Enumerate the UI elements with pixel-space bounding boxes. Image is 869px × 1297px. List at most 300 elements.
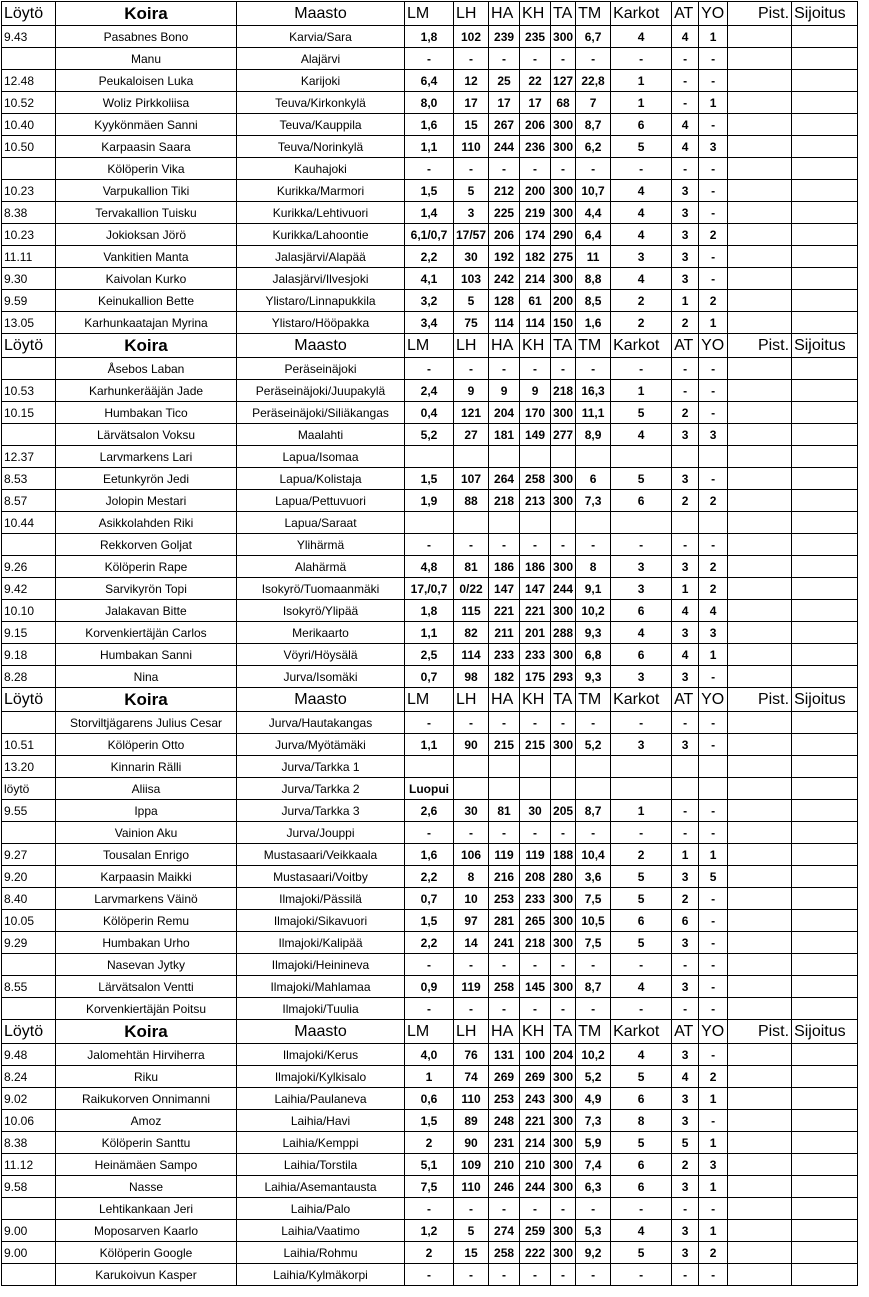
cell-at: 3	[672, 1220, 699, 1242]
cell-at: -	[672, 92, 699, 114]
cell-tm: -	[576, 1264, 611, 1286]
cell-terrain: Teuva/Kauppila	[237, 114, 405, 136]
cell-karkot: 5	[611, 1132, 672, 1154]
cell-ta: 204	[551, 1044, 576, 1066]
cell-yo: -	[699, 976, 728, 998]
cell-tm: 9,2	[576, 1242, 611, 1264]
cell-ha: 239	[489, 26, 520, 48]
cell-placement	[792, 1264, 858, 1286]
table-row	[2, 800, 858, 822]
cell-tm: 8,7	[576, 800, 611, 822]
cell-points	[728, 578, 792, 600]
cell-yo: -	[699, 712, 728, 734]
cell-lh: 102	[454, 26, 489, 48]
cell-ha: 231	[489, 1132, 520, 1154]
cell-karkot: -	[611, 822, 672, 844]
cell-placement	[792, 910, 858, 932]
cell-tm: 8,9	[576, 424, 611, 446]
cell-lh: 121	[454, 402, 489, 424]
cell-kh: 259	[520, 1220, 551, 1242]
column-header-kh: KH	[520, 1020, 551, 1044]
cell-karkot	[611, 778, 672, 800]
cell-lh: 3	[454, 202, 489, 224]
cell-ha: 210	[489, 1154, 520, 1176]
cell-kh: -	[520, 998, 551, 1020]
cell-dog-name: Lärvätsalon Ventti	[56, 976, 237, 998]
cell-placement	[792, 512, 858, 534]
cell-points	[728, 26, 792, 48]
cell-kh: 218	[520, 932, 551, 954]
cell-karkot: 6	[611, 644, 672, 666]
cell-find-time: 9.59	[2, 290, 56, 312]
cell-points	[728, 136, 792, 158]
cell-lh: 82	[454, 622, 489, 644]
cell-ha: 221	[489, 600, 520, 622]
cell-kh: 186	[520, 556, 551, 578]
cell-lh: 15	[454, 114, 489, 136]
cell-terrain: Jalasjärvi/Ilvesjoki	[237, 268, 405, 290]
cell-lm: 1,9	[405, 490, 454, 512]
cell-dog-name: Vainion Aku	[56, 822, 237, 844]
cell-placement	[792, 666, 858, 688]
cell-terrain: Ilmajoki/Kalipää	[237, 932, 405, 954]
cell-find-time: 9.58	[2, 1176, 56, 1198]
cell-at	[672, 756, 699, 778]
table-row	[2, 1066, 858, 1088]
cell-yo: -	[699, 380, 728, 402]
cell-terrain: Ylistaro/Hööpakka	[237, 312, 405, 334]
cell-lm: 2,2	[405, 866, 454, 888]
cell-ta: 300	[551, 268, 576, 290]
cell-lm: -	[405, 1198, 454, 1220]
cell-dog-name: Kölöperin Otto	[56, 734, 237, 756]
cell-kh: 243	[520, 1088, 551, 1110]
cell-karkot: 5	[611, 1242, 672, 1264]
cell-kh: 214	[520, 268, 551, 290]
cell-points	[728, 1044, 792, 1066]
table-row	[2, 534, 858, 556]
cell-ha: 233	[489, 644, 520, 666]
cell-dog-name: Manu	[56, 48, 237, 70]
cell-kh: 269	[520, 1066, 551, 1088]
cell-ta: 150	[551, 312, 576, 334]
cell-lm: 1,8	[405, 26, 454, 48]
cell-ha: 131	[489, 1044, 520, 1066]
cell-ta: 300	[551, 910, 576, 932]
cell-kh	[520, 512, 551, 534]
column-header-find-time: Löytö	[2, 334, 56, 358]
cell-at: 2	[672, 490, 699, 512]
cell-dog-name: Humbakan Tico	[56, 402, 237, 424]
cell-dog-name: Kölöperin Rape	[56, 556, 237, 578]
cell-yo	[699, 446, 728, 468]
cell-yo: 3	[699, 1154, 728, 1176]
cell-karkot: -	[611, 1264, 672, 1286]
cell-dog-name: Vankitien Manta	[56, 246, 237, 268]
cell-terrain: Maalahti	[237, 424, 405, 446]
cell-dog-name: Jokioksan Jörö	[56, 224, 237, 246]
cell-karkot: 4	[611, 1044, 672, 1066]
cell-lh: -	[454, 1264, 489, 1286]
cell-points	[728, 734, 792, 756]
cell-tm: 11,1	[576, 402, 611, 424]
cell-ha: 17	[489, 92, 520, 114]
cell-yo: -	[699, 70, 728, 92]
cell-at: 1	[672, 290, 699, 312]
cell-at: 3	[672, 1242, 699, 1264]
cell-ta: 300	[551, 136, 576, 158]
cell-ta: 300	[551, 1154, 576, 1176]
column-header-karkot: Karkot	[611, 334, 672, 358]
cell-kh: -	[520, 822, 551, 844]
cell-tm: 7	[576, 92, 611, 114]
cell-lm: 2,2	[405, 932, 454, 954]
cell-placement	[792, 1066, 858, 1088]
cell-at: 1	[672, 844, 699, 866]
cell-placement	[792, 712, 858, 734]
cell-ta	[551, 778, 576, 800]
cell-tm: 10,5	[576, 910, 611, 932]
column-header-tm: TM	[576, 1020, 611, 1044]
cell-yo: 1	[699, 26, 728, 48]
table-row	[2, 622, 858, 644]
table-row	[2, 114, 858, 136]
column-header-at: AT	[672, 1020, 699, 1044]
cell-lh: 90	[454, 734, 489, 756]
cell-dog-name: Heinämäen Sampo	[56, 1154, 237, 1176]
cell-lm: 0,7	[405, 888, 454, 910]
cell-lm: 7,5	[405, 1176, 454, 1198]
cell-placement	[792, 822, 858, 844]
cell-lm: 5,1	[405, 1154, 454, 1176]
cell-yo: 2	[699, 490, 728, 512]
cell-ha: 218	[489, 490, 520, 512]
cell-lh: 9	[454, 380, 489, 402]
cell-kh: 9	[520, 380, 551, 402]
cell-points	[728, 48, 792, 70]
cell-ha: -	[489, 48, 520, 70]
cell-at: -	[672, 954, 699, 976]
cell-ha: -	[489, 1198, 520, 1220]
cell-lh: 107	[454, 468, 489, 490]
cell-points	[728, 800, 792, 822]
cell-lm: Luopui	[405, 778, 454, 800]
cell-lh: 110	[454, 136, 489, 158]
cell-tm: 22,8	[576, 70, 611, 92]
cell-find-time	[2, 1264, 56, 1286]
cell-yo: -	[699, 1110, 728, 1132]
cell-lm: 1,2	[405, 1220, 454, 1242]
cell-placement	[792, 180, 858, 202]
cell-at: 4	[672, 136, 699, 158]
cell-find-time: 9.48	[2, 1044, 56, 1066]
cell-at: -	[672, 1264, 699, 1286]
cell-karkot: 1	[611, 380, 672, 402]
cell-kh: 222	[520, 1242, 551, 1264]
cell-kh: 210	[520, 1154, 551, 1176]
cell-ta: 244	[551, 578, 576, 600]
cell-tm: 8,7	[576, 976, 611, 998]
cell-find-time: 9.30	[2, 268, 56, 290]
cell-lh: 97	[454, 910, 489, 932]
cell-ha: 211	[489, 622, 520, 644]
column-header-ha: HA	[489, 1020, 520, 1044]
column-header-points: Pist.	[728, 1020, 792, 1044]
cell-lm: 0,4	[405, 402, 454, 424]
cell-at: -	[672, 712, 699, 734]
cell-terrain: Isokyrö/Tuomaanmäki	[237, 578, 405, 600]
cell-lm: -	[405, 158, 454, 180]
cell-lm: -	[405, 998, 454, 1020]
table-row	[2, 358, 858, 380]
cell-placement	[792, 380, 858, 402]
cell-dog-name: Sarvikyrön Topi	[56, 578, 237, 600]
cell-ha: -	[489, 358, 520, 380]
cell-placement	[792, 844, 858, 866]
cell-dog-name: Amoz	[56, 1110, 237, 1132]
cell-terrain: Kurikka/Lehtivuori	[237, 202, 405, 224]
cell-terrain: Teuva/Norinkylä	[237, 136, 405, 158]
cell-ha: 242	[489, 268, 520, 290]
table-row	[2, 844, 858, 866]
cell-ha: 253	[489, 1088, 520, 1110]
cell-at: 3	[672, 622, 699, 644]
cell-yo: 3	[699, 622, 728, 644]
cell-dog-name: Kölöperin Santtu	[56, 1132, 237, 1154]
cell-lm: 5,2	[405, 424, 454, 446]
column-header-karkot: Karkot	[611, 2, 672, 26]
cell-tm: 8	[576, 556, 611, 578]
cell-ta: 275	[551, 246, 576, 268]
cell-kh: 145	[520, 976, 551, 998]
cell-dog-name: Nasevan Jytky	[56, 954, 237, 976]
cell-dog-name: Karhunkaatajan Myrina	[56, 312, 237, 334]
cell-at: 3	[672, 202, 699, 224]
cell-placement	[792, 556, 858, 578]
cell-tm: 10,4	[576, 844, 611, 866]
column-header-lm: LM	[405, 334, 454, 358]
cell-dog-name: Pasabnes Bono	[56, 26, 237, 48]
cell-lm: 1,5	[405, 910, 454, 932]
cell-points	[728, 556, 792, 578]
cell-karkot: 2	[611, 844, 672, 866]
cell-karkot: -	[611, 358, 672, 380]
cell-at: 6	[672, 910, 699, 932]
cell-lh: 5	[454, 290, 489, 312]
table-row	[2, 268, 858, 290]
table-row	[2, 734, 858, 756]
cell-yo: 3	[699, 136, 728, 158]
column-header-tm: TM	[576, 688, 611, 712]
cell-karkot: 4	[611, 180, 672, 202]
cell-find-time	[2, 1198, 56, 1220]
table-row	[2, 380, 858, 402]
column-header-points: Pist.	[728, 334, 792, 358]
table-row	[2, 290, 858, 312]
table-row	[2, 26, 858, 48]
cell-lh: -	[454, 358, 489, 380]
cell-lh: 114	[454, 644, 489, 666]
table-row	[2, 1264, 858, 1286]
cell-karkot: 3	[611, 666, 672, 688]
cell-terrain: Laihia/Vaatimo	[237, 1220, 405, 1242]
cell-points	[728, 644, 792, 666]
cell-lh: 12	[454, 70, 489, 92]
cell-ha	[489, 512, 520, 534]
cell-find-time: 9.02	[2, 1088, 56, 1110]
table-row	[2, 70, 858, 92]
cell-tm: -	[576, 998, 611, 1020]
cell-find-time: 8.38	[2, 202, 56, 224]
cell-ha: 212	[489, 180, 520, 202]
cell-terrain: Ilmajoki/Kylkisalo	[237, 1066, 405, 1088]
cell-tm	[576, 778, 611, 800]
cell-lm: 17,/0,7	[405, 578, 454, 600]
cell-lh: 115	[454, 600, 489, 622]
cell-lm: 1,5	[405, 180, 454, 202]
cell-points	[728, 1242, 792, 1264]
header-row	[2, 334, 858, 358]
cell-karkot: 5	[611, 1066, 672, 1088]
cell-ha: 181	[489, 424, 520, 446]
cell-at: 3	[672, 268, 699, 290]
cell-ta	[551, 756, 576, 778]
column-header-kh: KH	[520, 688, 551, 712]
cell-ta: 127	[551, 70, 576, 92]
cell-ta: 68	[551, 92, 576, 114]
cell-tm: -	[576, 822, 611, 844]
cell-karkot: 4	[611, 424, 672, 446]
cell-tm: -	[576, 534, 611, 556]
cell-at: -	[672, 70, 699, 92]
column-header-terrain: Maasto	[237, 1020, 405, 1044]
cell-points	[728, 954, 792, 976]
cell-kh: 221	[520, 1110, 551, 1132]
cell-tm: 4,9	[576, 1088, 611, 1110]
cell-yo: -	[699, 1044, 728, 1066]
cell-tm: 6,7	[576, 26, 611, 48]
cell-lh: 103	[454, 268, 489, 290]
cell-karkot: 5	[611, 888, 672, 910]
cell-lh: 30	[454, 246, 489, 268]
cell-lm: 1,1	[405, 622, 454, 644]
cell-terrain: Ilmajoki/Tuulia	[237, 998, 405, 1020]
cell-tm: 7,5	[576, 888, 611, 910]
cell-tm: 4,4	[576, 202, 611, 224]
cell-lm	[405, 446, 454, 468]
cell-yo: -	[699, 888, 728, 910]
cell-lh: -	[454, 158, 489, 180]
cell-at: -	[672, 822, 699, 844]
column-header-find-time: Löytö	[2, 688, 56, 712]
cell-terrain: Ilmajoki/Sikavuori	[237, 910, 405, 932]
cell-ta: -	[551, 998, 576, 1020]
cell-ha: 258	[489, 976, 520, 998]
cell-kh: 206	[520, 114, 551, 136]
cell-lm: 1,1	[405, 734, 454, 756]
cell-lh	[454, 446, 489, 468]
cell-tm: 3,6	[576, 866, 611, 888]
table-row	[2, 910, 858, 932]
cell-tm: 5,3	[576, 1220, 611, 1242]
cell-points	[728, 534, 792, 556]
cell-lh	[454, 778, 489, 800]
cell-placement	[792, 468, 858, 490]
cell-kh: 214	[520, 1132, 551, 1154]
cell-lm: 1,6	[405, 114, 454, 136]
cell-lh: -	[454, 1198, 489, 1220]
table-row	[2, 756, 858, 778]
column-header-placement: Sijoitus	[792, 1020, 858, 1044]
cell-yo: 1	[699, 1220, 728, 1242]
cell-terrain: Laihia/Havi	[237, 1110, 405, 1132]
cell-lm: 6,1/0,7	[405, 224, 454, 246]
cell-at: 2	[672, 888, 699, 910]
cell-lh: 90	[454, 1132, 489, 1154]
cell-ta: 300	[551, 888, 576, 910]
cell-terrain: Ilmajoki/Heinineva	[237, 954, 405, 976]
cell-kh: 201	[520, 622, 551, 644]
cell-karkot: 6	[611, 490, 672, 512]
cell-at: 3	[672, 556, 699, 578]
cell-yo: -	[699, 202, 728, 224]
cell-terrain: Lapua/Kolistaja	[237, 468, 405, 490]
cell-at: 3	[672, 424, 699, 446]
cell-karkot: 6	[611, 1088, 672, 1110]
cell-ta: -	[551, 48, 576, 70]
cell-dog-name: Larvmarkens Väinö	[56, 888, 237, 910]
cell-tm	[576, 756, 611, 778]
cell-lm: 1,4	[405, 202, 454, 224]
cell-find-time: 8.55	[2, 976, 56, 998]
cell-karkot: 6	[611, 1176, 672, 1198]
column-header-yo: YO	[699, 2, 728, 26]
cell-kh: 174	[520, 224, 551, 246]
cell-lm	[405, 512, 454, 534]
cell-placement	[792, 756, 858, 778]
cell-ha: 182	[489, 666, 520, 688]
cell-yo	[699, 778, 728, 800]
cell-points	[728, 446, 792, 468]
cell-dog-name: Varpukallion Tiki	[56, 180, 237, 202]
cell-terrain: Kurikka/Marmori	[237, 180, 405, 202]
cell-tm: 9,3	[576, 666, 611, 688]
cell-ta: 300	[551, 402, 576, 424]
cell-lm	[405, 756, 454, 778]
table-row	[2, 1132, 858, 1154]
cell-points	[728, 666, 792, 688]
cell-ta: -	[551, 358, 576, 380]
cell-karkot: -	[611, 1198, 672, 1220]
cell-ha: 204	[489, 402, 520, 424]
column-header-ta: TA	[551, 334, 576, 358]
cell-dog-name: Karukoivun Kasper	[56, 1264, 237, 1286]
cell-karkot: 6	[611, 600, 672, 622]
cell-placement	[792, 734, 858, 756]
cell-lm: 8,0	[405, 92, 454, 114]
cell-karkot: 5	[611, 932, 672, 954]
cell-find-time: 11.12	[2, 1154, 56, 1176]
cell-kh: -	[520, 1264, 551, 1286]
cell-ta: -	[551, 1264, 576, 1286]
cell-kh: 215	[520, 734, 551, 756]
cell-dog-name: Kölöperin Google	[56, 1242, 237, 1264]
cell-yo: -	[699, 402, 728, 424]
cell-find-time: 9.29	[2, 932, 56, 954]
cell-yo: 2	[699, 578, 728, 600]
cell-at: -	[672, 534, 699, 556]
cell-terrain: Peräseinäjoki/Siliäkangas	[237, 402, 405, 424]
